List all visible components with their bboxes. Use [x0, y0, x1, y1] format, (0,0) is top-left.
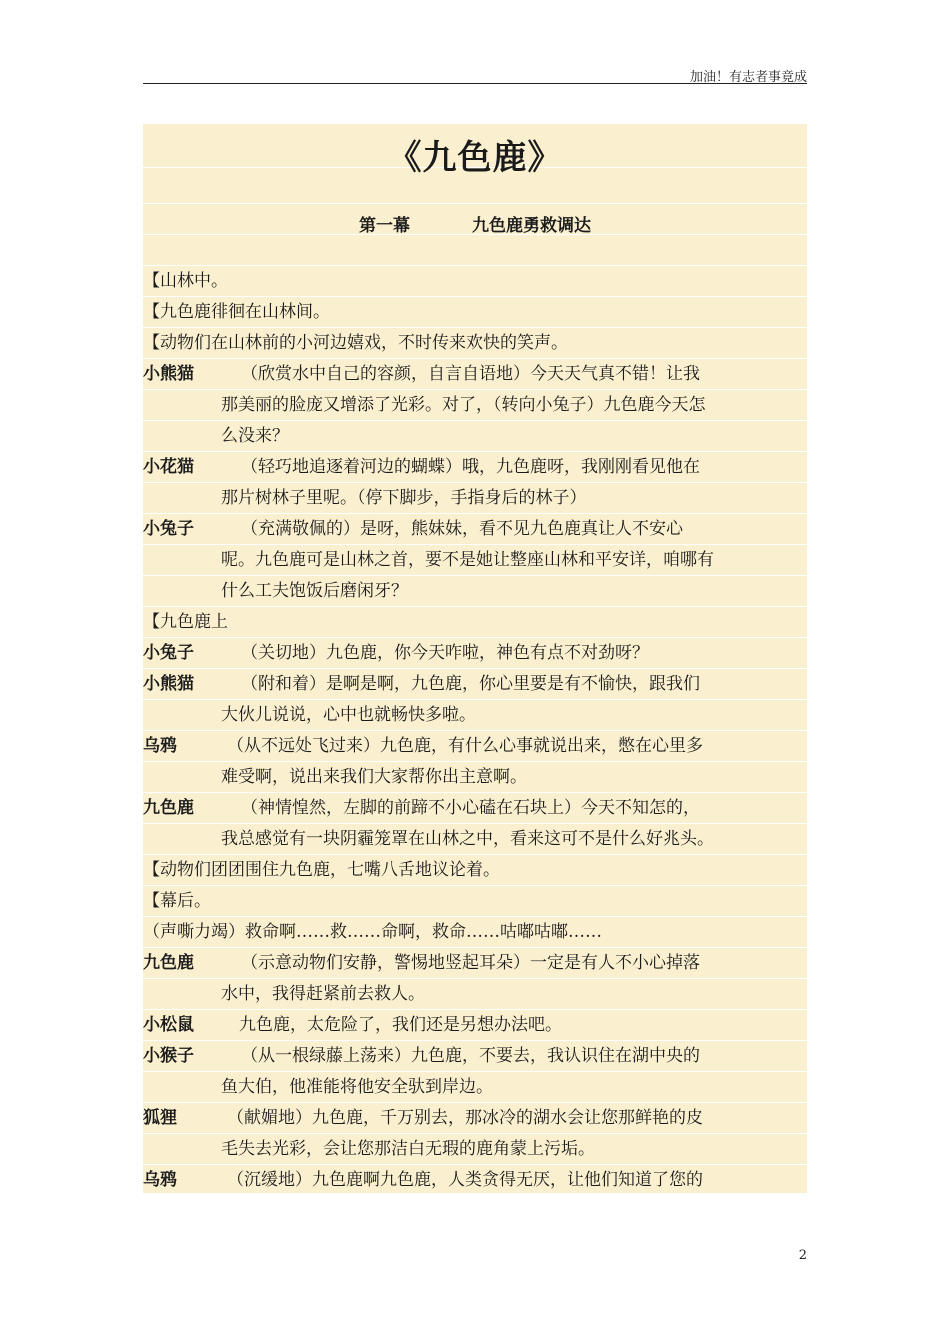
dialogue-text: （充满敬佩的）是呀，熊妹妹，看不见九色鹿真让人不安心 [241, 519, 683, 539]
scene-name: 九色鹿勇救调达 [472, 216, 591, 236]
line-text: 那片树林子里呢。（停下脚步，手指身后的林子） [221, 488, 587, 508]
line-text: 水中，我得赶紧前去救人。 [221, 984, 425, 1004]
line-text: 毛失去光彩，会让您那洁白无瑕的鹿角蒙上污垢。 [221, 1139, 595, 1159]
line-text: 么没来？ [221, 426, 289, 446]
header-motto: 加油！有志者事竟成 [689, 70, 807, 85]
speaker-name: 小熊猫 [143, 364, 194, 384]
script-line [143, 607, 807, 638]
line-text: 【九色鹿上 [143, 612, 228, 632]
page-number: 2 [798, 1248, 807, 1263]
speaker-name: 小兔子 [143, 519, 194, 539]
speaker-name: 九色鹿 [143, 953, 194, 973]
dialogue-text: （从不远处飞过来）九色鹿，有什么心事就说出来，憋在心里多 [227, 736, 703, 756]
script-line [143, 266, 807, 297]
speaker-name: 小兔子 [143, 643, 194, 663]
line-text: 大伙儿说说，心中也就畅快多啦。 [221, 705, 476, 725]
speaker-name: 九色鹿 [143, 798, 194, 818]
dialogue-text: （献媚地）九色鹿，千万别去，那冰冷的湖水会让您那鲜艳的皮 [227, 1108, 703, 1128]
scene-heading [143, 211, 807, 236]
header-rule [143, 83, 807, 84]
line-text: 【山林中。 [143, 271, 228, 291]
line-text: 【幕后。 [143, 891, 211, 911]
script-line [143, 886, 807, 917]
scene-number: 第一幕 [359, 216, 410, 236]
dialogue-text: （沉缓地）九色鹿啊九色鹿，人类贪得无厌，让他们知道了您的 [227, 1170, 703, 1190]
dialogue-text: 九色鹿，太危险了，我们还是另想办法吧。 [239, 1015, 562, 1035]
line-text: 我总感觉有一块阴霾笼罩在山林之中，看来这可不是什么好兆头。 [221, 829, 714, 849]
script-body [143, 124, 807, 1193]
line-text: 【九色鹿徘徊在山林间。 [143, 302, 330, 322]
line-text: 难受啊，说出来我们大家帮你出主意啊。 [221, 767, 527, 787]
dialogue-text: （关切地）九色鹿，你今天咋啦，神色有点不对劲呀？ [241, 643, 649, 663]
play-title: 《九色鹿》 [387, 138, 563, 178]
line-text: 【动物们在山林前的小河边嬉戏，不时传来欢快的笑声。 [143, 333, 568, 353]
dialogue-text: （神情惶然，左脚的前蹄不小心磕在石块上）今天不知怎的， [241, 798, 700, 818]
line-text: （声嘶力竭）救命啊……救……命啊，救命……咕嘟咕嘟…… [143, 922, 602, 942]
dialogue-text: （欣赏水中自己的容颜，自言自语地）今天天气真不错！让我 [241, 364, 700, 384]
speaker-name: 小熊猫 [143, 674, 194, 694]
line-text: 什么工夫饱饭后磨闲牙？ [221, 581, 408, 601]
dialogue-text: （轻巧地追逐着河边的蝴蝶）哦，九色鹿呀，我刚刚看见他在 [241, 457, 700, 477]
speaker-name: 乌鸦 [143, 1170, 177, 1190]
dialogue-text: （示意动物们安静，警惕地竖起耳朵）一定是有人不小心掉落 [241, 953, 700, 973]
line-text: 鱼大伯，他准能将他安全驮到岸边。 [221, 1077, 493, 1097]
line-text: 【动物们团团围住九色鹿，七嘴八舌地议论着。 [143, 860, 500, 880]
line-band [143, 235, 807, 266]
speaker-name: 狐狸 [143, 1108, 177, 1128]
dialogue-text: （附和着）是啊是啊，九色鹿，你心里要是有不愉快，跟我们 [241, 674, 700, 694]
speaker-name: 小松鼠 [143, 1015, 194, 1035]
speaker-name: 小猴子 [143, 1046, 194, 1066]
line-text: 呢。九色鹿可是山林之首，要不是她让整座山林和平安详，咱哪有 [221, 550, 714, 570]
line-text: 那美丽的脸庞又增添了光彩。对了，（转向小兔子）九色鹿今天怎 [221, 395, 706, 415]
speaker-name: 乌鸦 [143, 736, 177, 756]
dialogue-text: （从一根绿藤上荡来）九色鹿，不要去，我认识住在湖中央的 [241, 1046, 700, 1066]
speaker-name: 小花猫 [143, 457, 194, 477]
